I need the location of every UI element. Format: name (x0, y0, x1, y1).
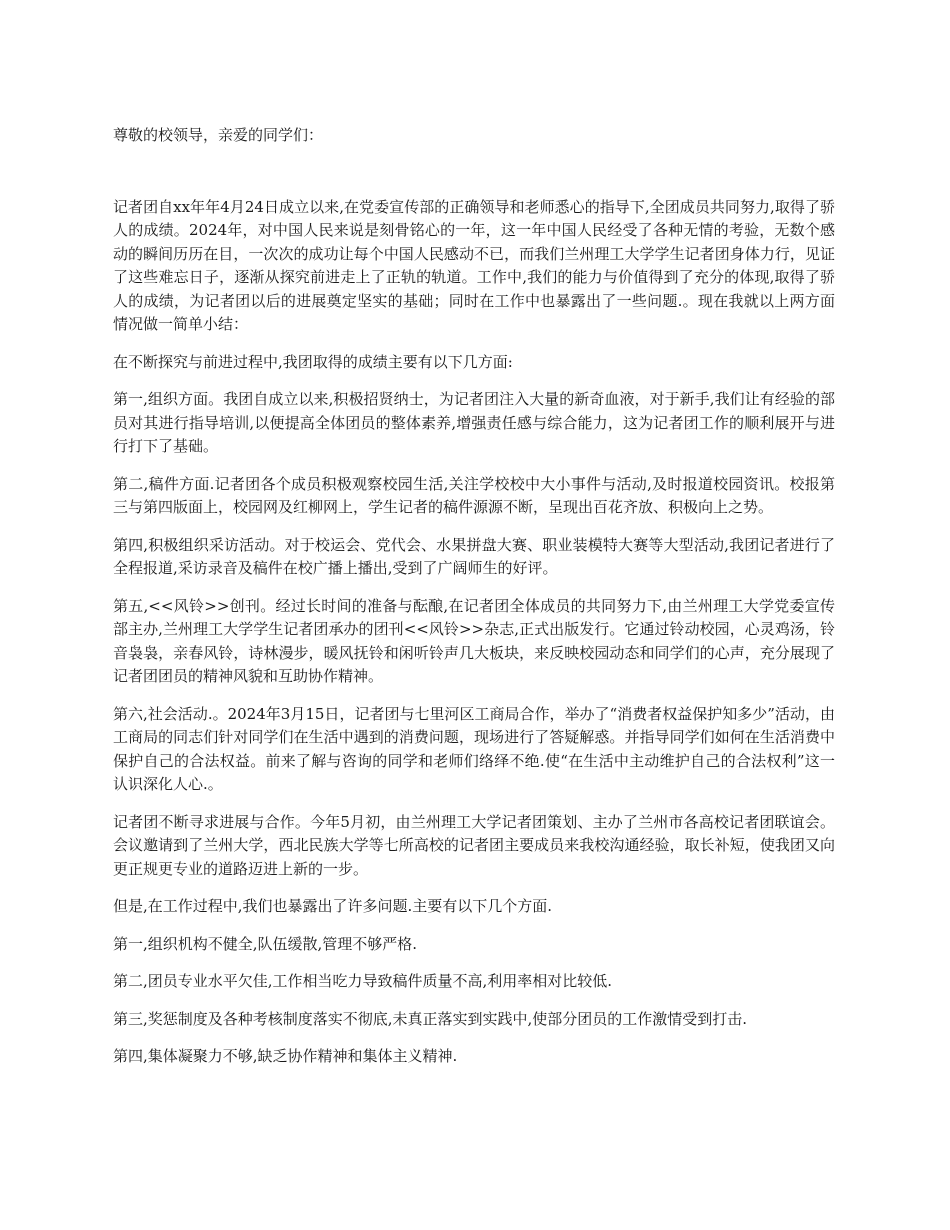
paragraph-problem-3: 第三,奖惩制度及各种考核制度落实不彻底,未真正落实到实践中,使部分团员的工作激情受到打击. (113, 1009, 748, 1028)
paragraph-magazine: 第五,<<风铃>>创刊。经过长时间的准备与酝酿,在记者团全体成员的共同努力下,由兰州理工大学党委宣传部主办,兰州理工大学学生记者团承办的团刊<<风铃>>杂志,正式出版发行。它通过铃动校园，心灵鸡汤，铃音袅袅，亲春风铃，诗林漫步，暖风抚铃和闲听铃声几大板块，来反映校园动态和同学们的心声，充分展现了记者团团员的精神风貌和互助协作精神。 (113, 596, 835, 685)
paragraph-articles: 第二,稿件方面.记者团各个成员积极观察校园生活,关注学校校中大小事件与活动,及时报道校园资讯。校报第三与第四版面上，校园网及红柳网上，学生记者的稿件源源不断，呈现出百花齐放、积极向上之势。 (113, 474, 835, 516)
paragraph-problems-lead: 但是,在工作过程中,我们也暴露出了许多问题.主要有以下几个方面. (113, 897, 553, 915)
paragraph-achievements-lead: 在不断探究与前进过程中,我团取得的成绩主要有以下几方面: (113, 352, 513, 371)
paragraph-organization: 第一,组织方面。我团自成立以来,积极招贤纳士，为记者团注入大量的新奇血液，对于新手,我们让有经验的部员对其进行指导培训,以便提高全体团员的整体素养,增强责任感与综合能力，这为记者团工作的顺利展开与进行打下了基础。 (113, 390, 835, 455)
paragraph-social-activity: 第六,社会活动.。2024年3月15日，记者团与七里河区工商局合作，举办了“消费者权益保护知多少”活动，由工商局的同志们针对同学们在生活中遇到的消费问题，现场进行了答疑解惑。并指导同学们如何在生活消费中保护自己的合法权益。前来了解与咨询的同学和老师们络绎不绝.使“在生活中主动维护自己的合法权利”这一认识深化人心.。 (113, 704, 835, 793)
paragraph-intro: 记者团自xx年年4月24日成立以来,在党委宣传部的正确领导和老师悉心的指导下,全团成员共同努力,取得了骄人的成绩。2024年，对中国人民来说是刻骨铭心的一年，这一年中国人民经受了各种无情的考验，无数个感动的瞬间历历在目，一次次的成功让每个中国人民感动不已，而我们兰州理工大学学生记者团身体力行，见证了这些难忘日子，逐渐从探究前进走上了正轨的轨道。工作中,我们的能力与价值得到了充分的体现,取得了骄人的成绩，为记者团以后的进展奠定坚实的基础；同时在工作中也暴露出了一些问题.。现在我就以上两方面情况做一简单小结： (113, 197, 835, 333)
greeting-line: 尊敬的校领导，亲爱的同学们： (113, 126, 324, 144)
paragraph-problem-2: 第二,团员专业水平欠佳,工作相当吃力导致稿件质量不高,利用率相对比较低. (113, 972, 613, 990)
paragraph-problem-1: 第一,组织机构不健全,队伍缓散,管理不够严格. (113, 934, 418, 953)
paragraph-interviews: 第四,积极组织采访活动。对于校运会、党代会、水果拼盘大赛、职业装模特大赛等大型活动,我团记者进行了全程报道,采访录音及稿件在校广播上播出,受到了广阔师生的好评。 (113, 535, 835, 577)
paragraph-problem-4: 第四,集体凝聚力不够,缺乏协作精神和集体主义精神. (113, 1047, 458, 1065)
paragraph-cooperation: 记者团不断寻求进展与合作。今年5月初，由兰州理工大学记者团策划、主办了兰州市各高校记者团联谊会。会议邀请到了兰州大学，西北民族大学等七所高校的记者团主要成员来我校沟通经验，取长补短，使我团又向更正规更专业的道路迈进上新的一步。 (113, 812, 835, 878)
document-body (113, 124, 835, 1083)
